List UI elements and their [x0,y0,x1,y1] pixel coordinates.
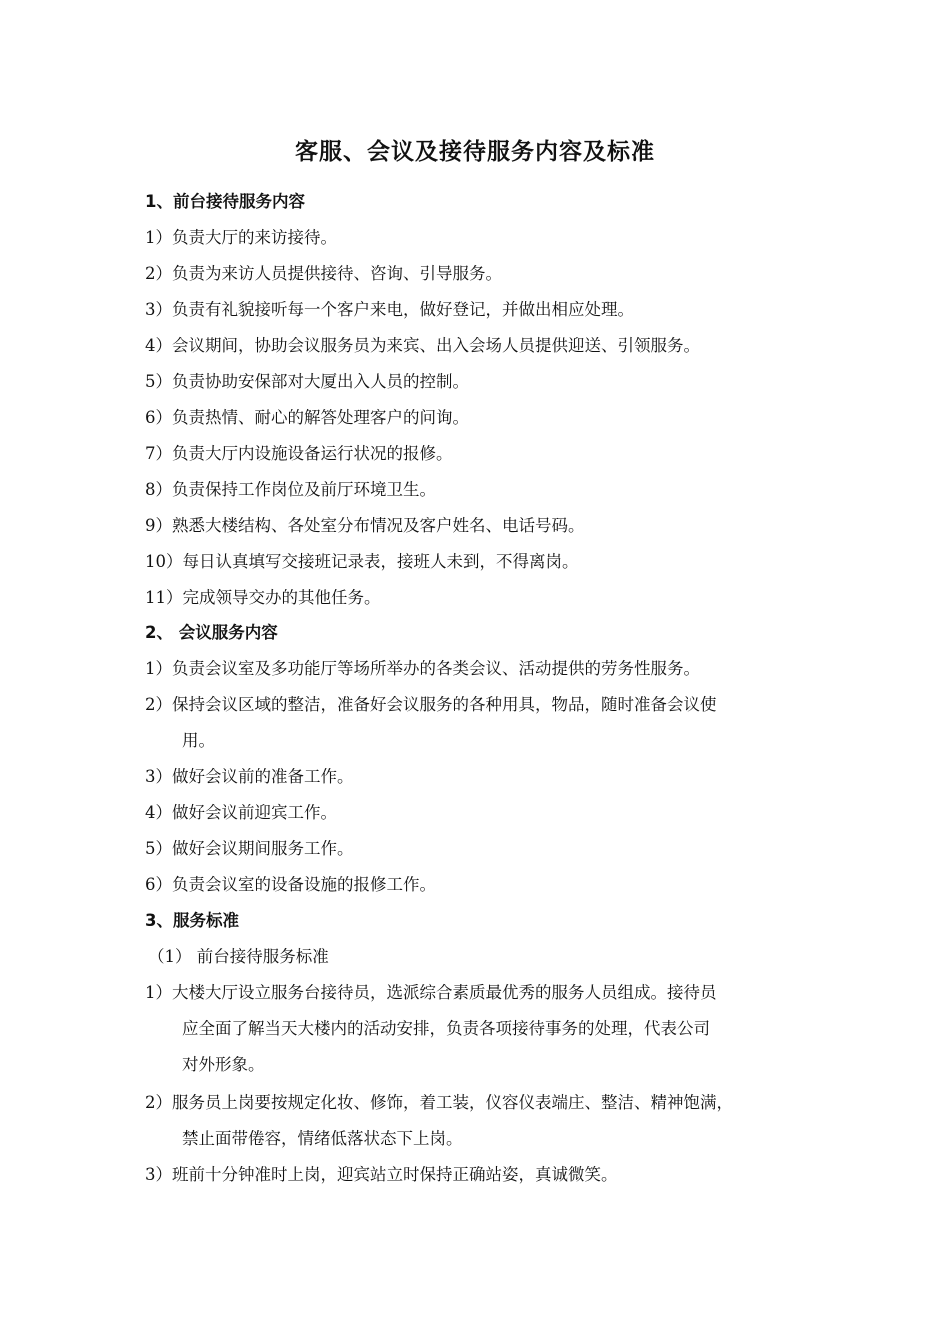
section2-item: 5）做好会议期间服务工作。 [145,839,354,858]
section1-item: 1）负责大厅的来访接待。 [145,228,337,247]
section2-item: 2）保持会议区域的整洁，准备好会议服务的各种用具，物品，随时准备会议使 [145,695,717,714]
section1-heading: 1、前台接待服务内容 [145,192,305,211]
document-title: 客服、会议及接待服务内容及标准 [295,139,655,165]
section3-item-continuation: 禁止面带倦容，情绪低落状态下上岗。 [182,1129,463,1148]
section1-item: 6）负责热情、耐心的解答处理客户的问询。 [145,408,469,427]
section3-item: 1）大楼大厅设立服务台接待员，选派综合素质最优秀的服务人员组成。接待员 [145,983,717,1002]
section2-item: 6）负责会议室的设备设施的报修工作。 [145,875,436,894]
section2-item: 4）做好会议前迎宾工作。 [145,803,337,822]
section1-item: 9）熟悉大楼结构、各处室分布情况及客户姓名、电话号码。 [145,516,585,535]
section2-item: 1）负责会议室及多功能厅等场所举办的各类会议、活动提供的劳务性服务。 [145,659,700,678]
section2-item-continuation: 用。 [182,731,215,750]
section1-item: 2）负责为来访人员提供接待、咨询、引导服务。 [145,264,502,283]
section2-heading: 2、 会议服务内容 [145,623,278,642]
section1-item: 8）负责保持工作岗位及前厅环境卫生。 [145,480,436,499]
section1-item: 5）负责协助安保部对大厦出入人员的控制。 [145,372,469,391]
section1-item: 7）负责大厅内设施设备运行状况的报修。 [145,444,453,463]
section1-item: 10）每日认真填写交接班记录表，接班人未到，不得离岗。 [145,552,579,571]
section1-item: 11）完成领导交办的其他任务。 [145,588,381,607]
section1-item: 4）会议期间，协助会议服务员为来宾、出入会场人员提供迎送、引领服务。 [145,336,700,355]
section3-subheading: （1） 前台接待服务标准 [148,947,329,966]
section3-item-continuation: 对外形象。 [182,1055,265,1074]
section3-heading: 3、服务标准 [145,911,239,930]
section3-item: 2）服务员上岗要按规定化妆、修饰，着工装，仪容仪表端庄、整洁、精神饱满， [145,1093,733,1112]
section2-item: 3）做好会议前的准备工作。 [145,767,354,786]
section3-item-continuation: 应全面了解当天大楼内的活动安排，负责各项接待事务的处理，代表公司 [182,1019,710,1038]
section3-item: 3）班前十分钟准时上岗，迎宾站立时保持正确站姿，真诚微笑。 [145,1165,618,1184]
section1-item: 3）负责有礼貌接听每一个客户来电，做好登记，并做出相应处理。 [145,300,634,319]
